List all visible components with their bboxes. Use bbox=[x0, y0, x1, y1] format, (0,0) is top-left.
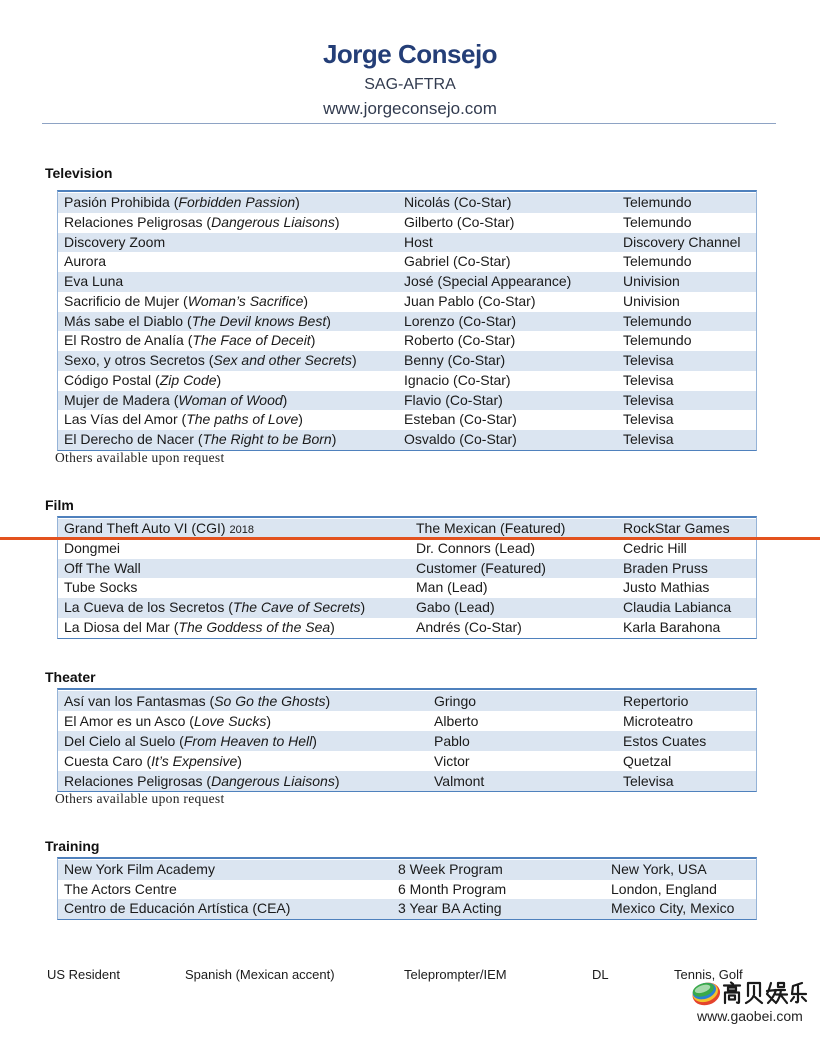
role: Gabo (Lead) bbox=[416, 599, 495, 616]
play-title-cell: El Amor es un Asco (Love Sucks) bbox=[64, 713, 272, 729]
show-title-cell: Pasión Prohibida (Forbidden Passion) bbox=[64, 194, 300, 210]
role: Osvaldo (Co-Star) bbox=[404, 431, 517, 447]
rainbow-circle-logo-icon bbox=[690, 978, 722, 1008]
training-row bbox=[58, 860, 756, 880]
role: Lorenzo (Co-Star) bbox=[404, 312, 517, 329]
training-heading: Training bbox=[45, 838, 100, 854]
show-title-cell bbox=[58, 252, 398, 272]
network: Telemundo bbox=[623, 253, 692, 270]
show-title-cell: Sacrificio de Mujer (Woman’s Sacrifice) bbox=[64, 292, 309, 309]
role: Victor bbox=[434, 753, 470, 769]
role: Roberto (Co-Star) bbox=[404, 332, 516, 349]
role: Ignacio (Co-Star) bbox=[404, 371, 511, 388]
television-row bbox=[58, 213, 756, 233]
network: Televisa bbox=[623, 352, 674, 368]
film-table bbox=[57, 516, 757, 639]
program: 3 Year BA Acting bbox=[398, 900, 502, 916]
role: Esteban (Co-Star) bbox=[404, 411, 517, 428]
theater-company: Quetzal bbox=[623, 753, 672, 769]
television-row bbox=[58, 371, 756, 391]
network: Univision bbox=[623, 273, 680, 289]
theater-heading: Theater bbox=[45, 669, 96, 685]
play-title-cell: Relaciones Peligrosas (Dangerous Liaisons) bbox=[64, 773, 340, 789]
network: Univision bbox=[623, 292, 680, 309]
network: Televisa bbox=[623, 371, 674, 388]
show-title-translation: The Right to be Born bbox=[202, 431, 332, 447]
show-title-cell: El Rostro de Analía (The Face of Deceit) bbox=[64, 332, 316, 349]
television-row bbox=[58, 391, 756, 411]
show-title: Pasión Prohibida bbox=[64, 194, 170, 210]
show-title: Mujer de Madera bbox=[64, 391, 170, 408]
training-table bbox=[57, 857, 757, 920]
theater-row bbox=[58, 731, 756, 751]
school: The Actors Centre bbox=[64, 880, 177, 897]
show-title: Más sabe el Diablo bbox=[64, 312, 184, 329]
play-title: El Amor es un Asco bbox=[64, 713, 186, 729]
film-title-cell bbox=[58, 559, 410, 579]
television-row bbox=[58, 312, 756, 332]
network: Discovery Channel bbox=[623, 233, 741, 250]
play-title-translation: Love Sucks bbox=[193, 713, 267, 729]
show-title: El Derecho de Nacer bbox=[64, 431, 194, 447]
program: 8 Week Program bbox=[398, 861, 503, 877]
program: 6 Month Program bbox=[398, 880, 507, 897]
theater-row bbox=[58, 691, 756, 711]
theater-company: Estos Cuates bbox=[623, 733, 707, 749]
film-row bbox=[58, 598, 756, 618]
location: New York, USA bbox=[611, 861, 707, 877]
film-title-cell: La Cueva de los Secretos (The Cave of Secrets) bbox=[64, 599, 366, 616]
school-cell bbox=[58, 899, 392, 919]
film-title: La Diosa del Mar bbox=[64, 618, 170, 635]
theater-row bbox=[58, 711, 756, 731]
television-row bbox=[58, 292, 756, 312]
play-title-translation: So Go the Ghosts bbox=[214, 693, 326, 709]
show-title-translation: The Devil knows Best bbox=[191, 312, 327, 329]
show-title: Aurora bbox=[64, 253, 107, 270]
network: Televisa bbox=[623, 391, 674, 408]
show-title-cell: Sexo, y otros Secretos (Sex and other Secrets) bbox=[64, 352, 357, 368]
role: Andrés (Co-Star) bbox=[416, 618, 522, 635]
film-title-cell: La Diosa del Mar (The Goddess of the Sea) bbox=[64, 618, 335, 635]
role: José (Special Appearance) bbox=[404, 273, 572, 289]
school-cell bbox=[58, 880, 392, 900]
film-title-cell bbox=[58, 539, 410, 559]
show-title-translation: Zip Code bbox=[159, 371, 217, 388]
television-row bbox=[58, 410, 756, 430]
role: Gringo bbox=[434, 693, 477, 709]
show-title-cell: Relaciones Peligrosas (Dangerous Liaisons) bbox=[64, 213, 340, 230]
show-title-cell: Más sabe el Diablo (The Devil knows Best) bbox=[64, 312, 331, 329]
film-title: Tube Socks bbox=[64, 579, 138, 596]
network: Telemundo bbox=[623, 194, 692, 210]
show-title-cell: Las Vías del Amor (The paths of Love) bbox=[64, 411, 303, 428]
play-title: Relaciones Peligrosas bbox=[64, 773, 203, 789]
role: Gilberto (Co-Star) bbox=[404, 213, 515, 230]
theater-note: Others available upon request bbox=[55, 791, 225, 806]
production-credit: RockStar Games bbox=[623, 520, 730, 536]
play-title-cell: Así van los Fantasmas (So Go the Ghosts) bbox=[64, 693, 331, 709]
role: Alberto bbox=[434, 713, 479, 729]
show-title-translation: Forbidden Passion bbox=[178, 194, 296, 210]
union-affiliation: SAG-AFTRA bbox=[364, 76, 456, 93]
show-title: Discovery Zoom bbox=[64, 233, 166, 250]
film-title: Off The Wall bbox=[64, 559, 141, 576]
role: Benny (Co-Star) bbox=[404, 352, 506, 368]
film-title-translation: The Goddess of the Sea bbox=[178, 618, 331, 635]
skill-residency: US Resident bbox=[47, 967, 120, 982]
television-row bbox=[58, 430, 756, 450]
television-note: Others available upon request bbox=[55, 450, 225, 465]
school: Centro de Educación Artística (CEA) bbox=[64, 900, 291, 916]
release-year: 2018 bbox=[229, 524, 254, 536]
skill-teleprompter: Teleprompter/IEM bbox=[404, 967, 507, 982]
role: Juan Pablo (Co-Star) bbox=[404, 292, 536, 309]
role: Dr. Connors (Lead) bbox=[416, 539, 536, 556]
role: Nicolás (Co-Star) bbox=[404, 194, 512, 210]
theater-table bbox=[57, 688, 757, 792]
network: Televisa bbox=[623, 431, 674, 447]
location: London, England bbox=[611, 880, 717, 897]
show-title-translation: The Face of Deceit bbox=[192, 332, 311, 349]
role: Valmont bbox=[434, 773, 485, 789]
theater-company: Televisa bbox=[623, 773, 674, 789]
film-row bbox=[58, 519, 756, 539]
production-credit: Cedric Hill bbox=[623, 539, 687, 556]
show-title: Las Vías del Amor bbox=[64, 411, 178, 428]
show-title: Sexo, y otros Secretos bbox=[64, 352, 205, 368]
show-title: El Rostro de Analía bbox=[64, 332, 184, 349]
production-credit: Justo Mathias bbox=[623, 579, 710, 596]
play-title: Del Cielo al Suelo bbox=[64, 733, 176, 749]
training-row bbox=[58, 899, 756, 919]
skill-language: Spanish (Mexican accent) bbox=[185, 967, 335, 982]
header-divider bbox=[42, 123, 776, 124]
show-title: Sacrificio de Mujer bbox=[64, 292, 180, 309]
show-title: Relaciones Peligrosas bbox=[64, 213, 203, 230]
school: New York Film Academy bbox=[64, 861, 215, 877]
film-row bbox=[58, 559, 756, 579]
television-heading: Television bbox=[45, 165, 113, 181]
show-title-cell: El Derecho de Nacer (The Right to be Born) bbox=[64, 431, 337, 447]
annotation-line bbox=[0, 537, 820, 540]
television-row bbox=[58, 351, 756, 371]
theater-row bbox=[58, 751, 756, 771]
school-cell bbox=[58, 860, 392, 880]
production-credit: Braden Pruss bbox=[623, 559, 708, 576]
play-title-translation: It’s Expensive bbox=[151, 753, 238, 769]
film-title: La Cueva de los Secretos bbox=[64, 599, 225, 616]
play-title-cell: Cuesta Caro (It’s Expensive) bbox=[64, 753, 242, 769]
role: The Mexican (Featured) bbox=[416, 520, 566, 536]
play-title-translation: Dangerous Liaisons bbox=[211, 773, 335, 789]
role: Customer (Featured) bbox=[416, 559, 546, 576]
network: Telemundo bbox=[623, 213, 692, 230]
show-title-translation: Woman of Wood bbox=[178, 391, 283, 408]
film-title: Grand Theft Auto VI (CGI) bbox=[64, 520, 226, 536]
show-title: Código Postal bbox=[64, 371, 152, 388]
show-title-translation: Dangerous Liaisons bbox=[211, 213, 335, 230]
show-title-translation: Sex and other Secrets bbox=[213, 352, 352, 368]
film-heading: Film bbox=[45, 497, 74, 513]
skill-sports: Tennis, Golf bbox=[674, 967, 743, 982]
website-link: www.jorgeconsejo.com bbox=[323, 99, 497, 118]
television-table bbox=[57, 190, 757, 451]
role: Pablo bbox=[434, 733, 470, 749]
show-title-cell bbox=[58, 272, 398, 292]
show-title-translation: Woman’s Sacrifice bbox=[187, 292, 304, 309]
film-row bbox=[58, 539, 756, 559]
skill-license: DL bbox=[592, 967, 609, 982]
theater-company: Microteatro bbox=[623, 713, 694, 729]
play-title: Así van los Fantasmas bbox=[64, 693, 206, 709]
play-title: Cuesta Caro bbox=[64, 753, 143, 769]
network: Telemundo bbox=[623, 312, 692, 329]
training-row bbox=[58, 880, 756, 900]
film-row bbox=[58, 618, 756, 638]
television-row bbox=[58, 252, 756, 272]
film-title-translation: The Cave of Secrets bbox=[232, 599, 361, 616]
show-title-translation: The paths of Love bbox=[186, 411, 299, 428]
watermark-lettering bbox=[722, 981, 808, 1005]
play-title-translation: From Heaven to Hell bbox=[183, 733, 313, 749]
theater-row bbox=[58, 771, 756, 791]
film-title-cell bbox=[58, 578, 410, 598]
role: Flavio (Co-Star) bbox=[404, 391, 503, 408]
film-row bbox=[58, 578, 756, 598]
production-credit: Karla Barahona bbox=[623, 618, 721, 635]
television-row bbox=[58, 331, 756, 351]
play-title-cell: Del Cielo al Suelo (From Heaven to Hell) bbox=[64, 733, 317, 749]
film-title-cell bbox=[58, 519, 410, 539]
role: Man (Lead) bbox=[416, 579, 488, 596]
role: Gabriel (Co-Star) bbox=[404, 253, 511, 270]
show-title-cell bbox=[58, 233, 398, 253]
show-title-cell: Mujer de Madera (Woman of Wood) bbox=[64, 391, 288, 408]
show-title-cell: Código Postal (Zip Code) bbox=[64, 371, 222, 388]
television-row bbox=[58, 272, 756, 292]
production-credit: Claudia Labianca bbox=[623, 599, 732, 616]
role: Host bbox=[404, 233, 433, 250]
network: Televisa bbox=[623, 411, 674, 428]
television-row bbox=[58, 193, 756, 213]
watermark-url: www.gaobei.com bbox=[697, 1008, 803, 1024]
television-row bbox=[58, 233, 756, 253]
show-title: Eva Luna bbox=[64, 273, 124, 289]
location: Mexico City, Mexico bbox=[611, 900, 735, 916]
theater-company: Repertorio bbox=[623, 693, 689, 709]
network: Telemundo bbox=[623, 332, 692, 349]
film-title: Dongmei bbox=[64, 539, 121, 556]
actor-name: Jorge Consejo bbox=[322, 39, 498, 69]
